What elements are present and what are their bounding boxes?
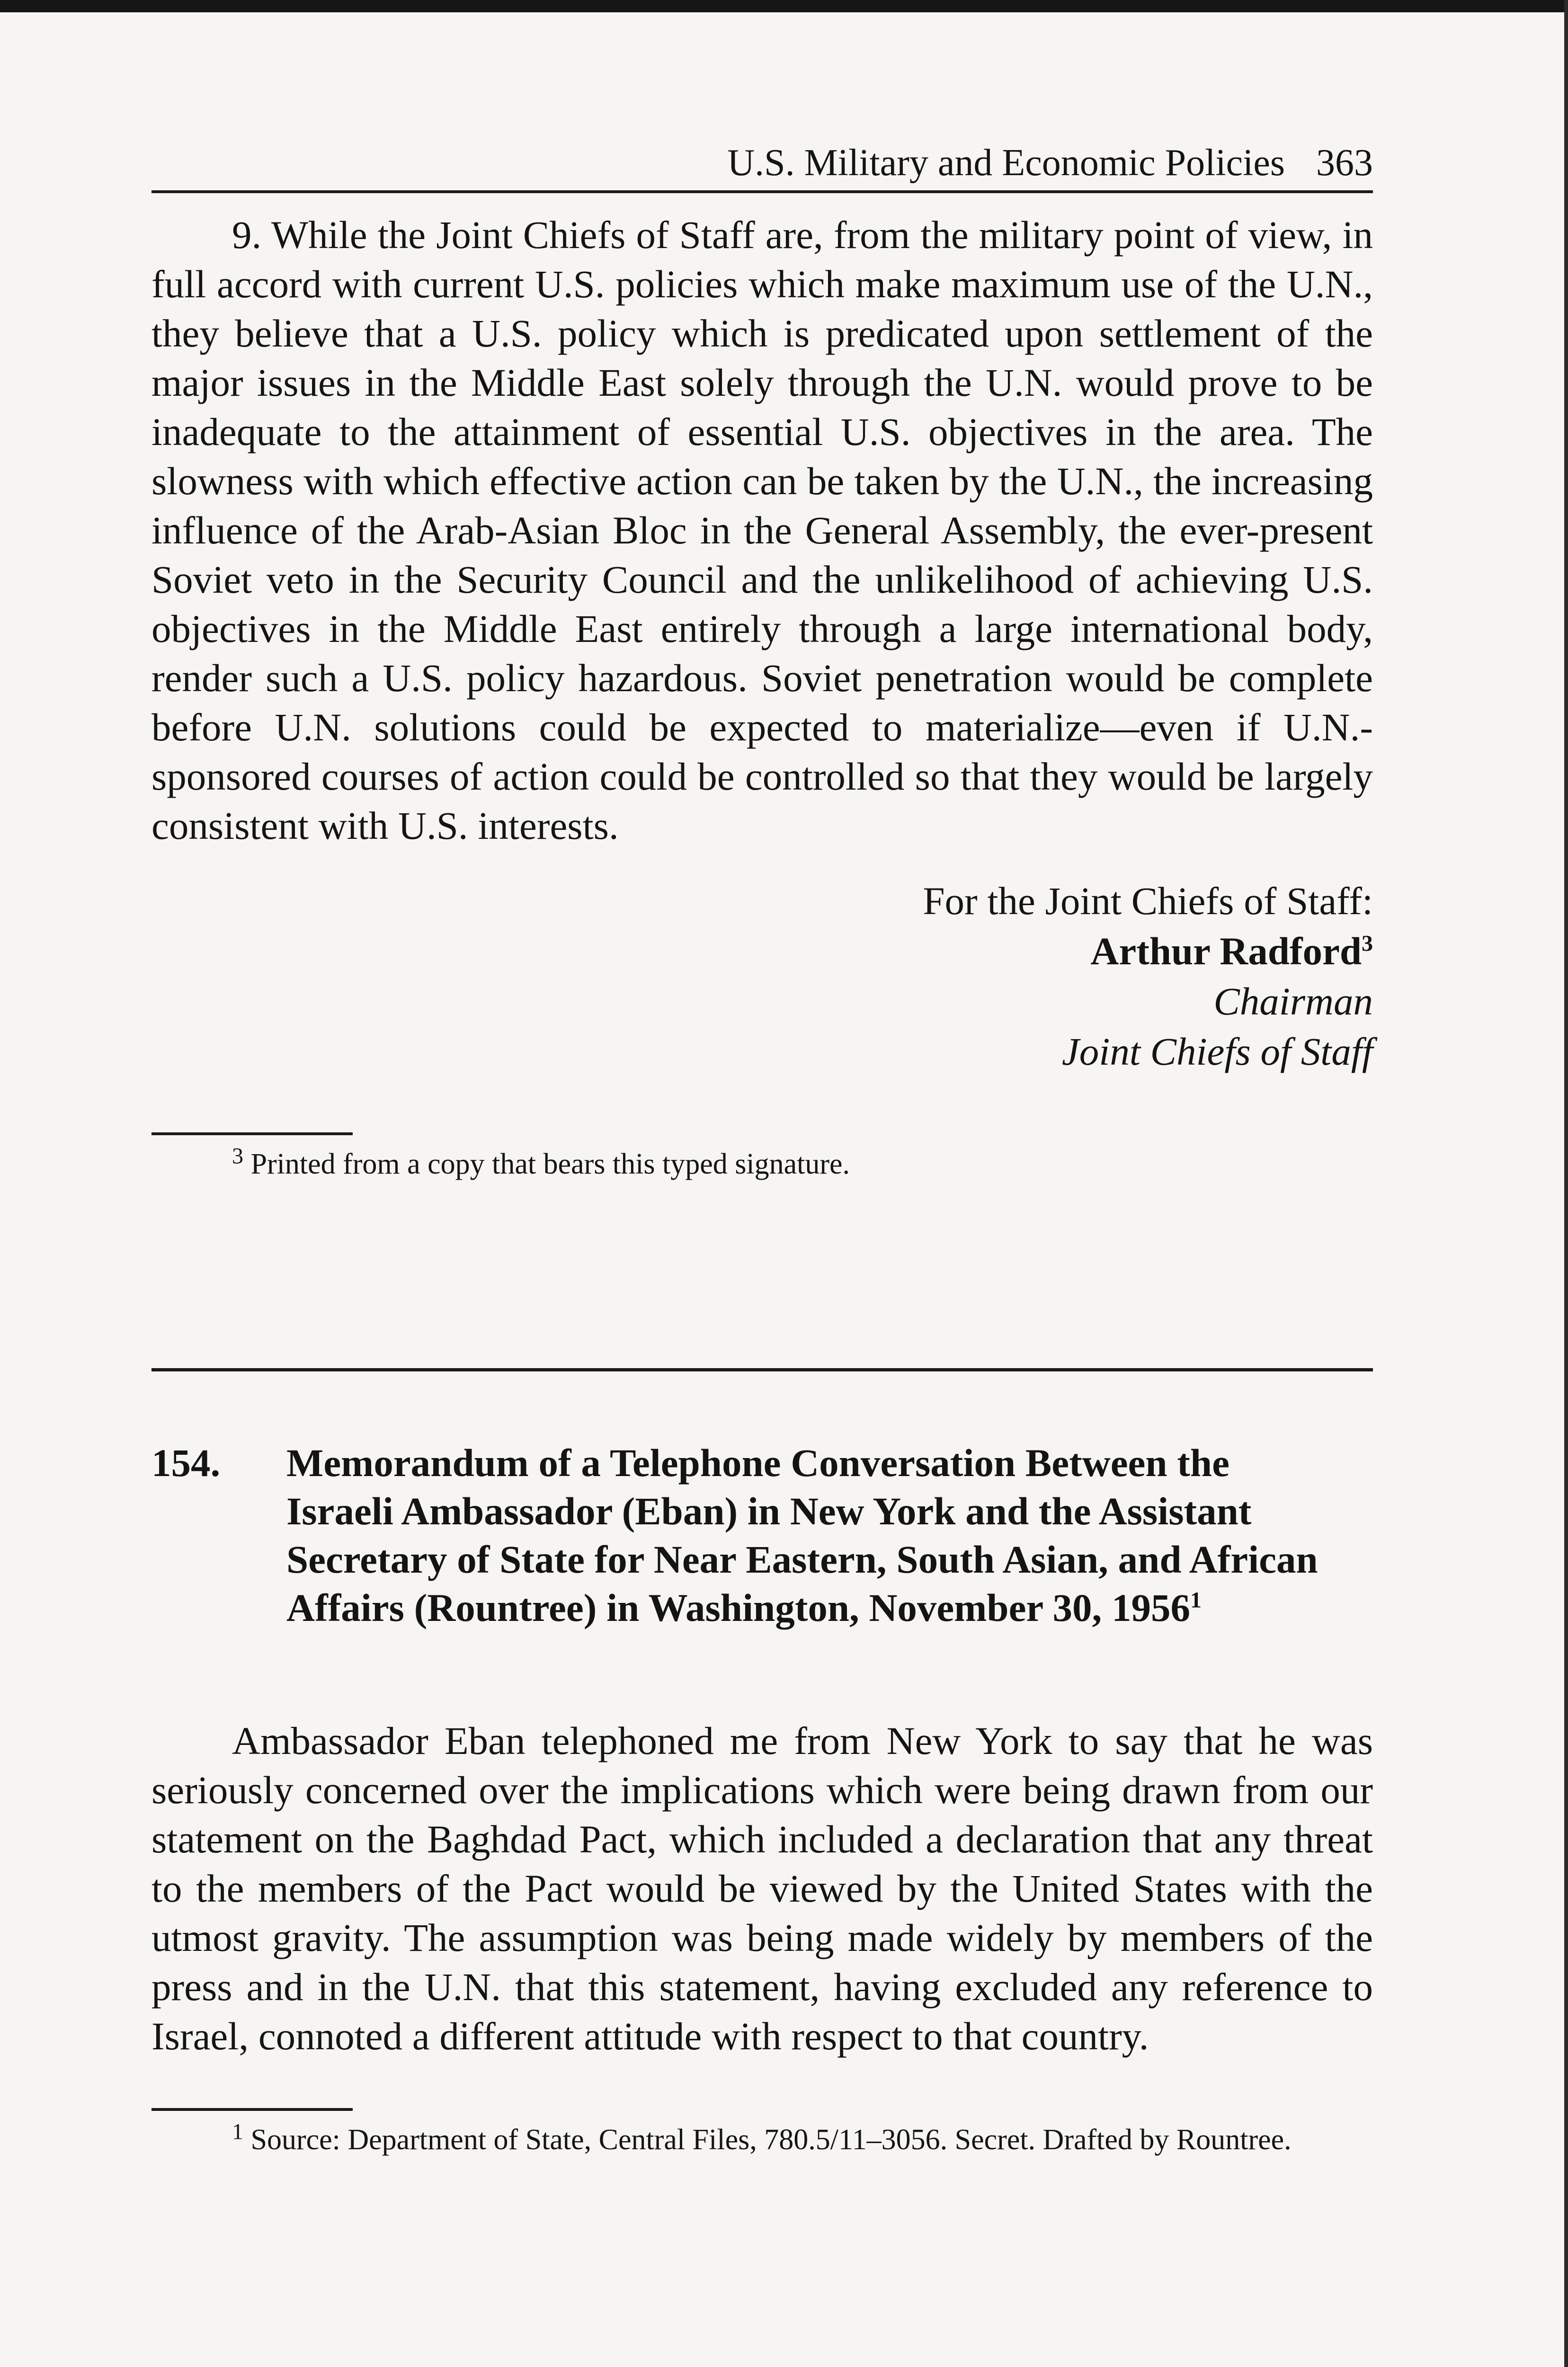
footnote-1-marker: 1 [232,2119,243,2145]
page-number: 363 [1316,142,1373,184]
footnote-rule-2 [151,2108,353,2111]
document-title [286,1439,1373,1632]
footnote-3-marker: 3 [232,1143,243,1169]
signature-name [151,926,1373,976]
footnote-3 [151,1143,1373,1183]
running-head [151,142,1373,193]
signature-title: Chairman [1213,979,1373,1023]
running-head-title: U.S. Military and Economic Policies [727,142,1285,184]
footnote-3-text: Printed from a copy that bears this typed signature. [250,1148,850,1180]
signature-organization: Joint Chiefs of Staff [1061,1030,1373,1073]
footnote-ref-1: 1 [1190,1587,1202,1613]
footnote-rule [151,1132,353,1135]
footnote-ref-3: 3 [1362,931,1373,956]
document-heading [151,1439,1373,1632]
footnote-1 [151,2121,1373,2158]
document-number: 154. [151,1441,221,1485]
document-paragraph: Ambassador Eban telephoned me from New York to say that he was seriously concerned over the implications which were being drawn from our statement on the Baghdad Pact, which included a declaration that any threat to the members of the Pact would be viewed by the United States with the utmost gravity. The assumption was being made widely by members of the press and in the U.N. that this statement, having excluded any reference to Israel, connoted a different attitude with respect to that country. [151,1719,1373,2058]
document-title-text: Memorandum of a Telephone Conversation Between the Israeli Ambassador (Eban) in New York and the Assistant Secretary of State for Near Eastern, South Asian, and African Affairs (Rountree) in Washington, November 30, 1956 [286,1441,1318,1629]
scan-edge-top [0,0,1568,12]
signature-line: For the Joint Chiefs of Staff: [923,879,1373,923]
document-page [151,142,1373,2158]
signature-name-text: Arthur Radford [1090,929,1362,973]
footnote-1-text: Source: Department of State, Central Files, 780.5/11–3056. Secret. Drafted by Rountree. [250,2124,1292,2156]
paragraph-9: 9. While the Joint Chiefs of Staff are, from the military point of view, in full accord with current U.S. policies which make maximum use of the U.N., they believe that a U.S. policy which is predicated upon settlement of the major issues in the Middle East solely through the U.N. would prove to be inadequate to the attainment of essential U.S. objectives in the area. The slowness with which effective action can be taken by the U.N., the increasing influence of the Arab-Asian Bloc in the General Assembly, the ever-present Soviet veto in the Security Council and the unlikelihood of achieving U.S. objectives in the Middle East entirely through a large international body, render such a U.S. policy hazardous. Soviet penetration would be complete before U.N. solutions could be expected to materialize—even if U.N.-sponsored courses of action could be controlled so that they would be largely consistent with U.S. interests. [151,213,1373,847]
section-divider [151,1368,1373,1371]
signature-block [151,876,1373,1077]
scan-edge-right [1564,0,1568,2367]
